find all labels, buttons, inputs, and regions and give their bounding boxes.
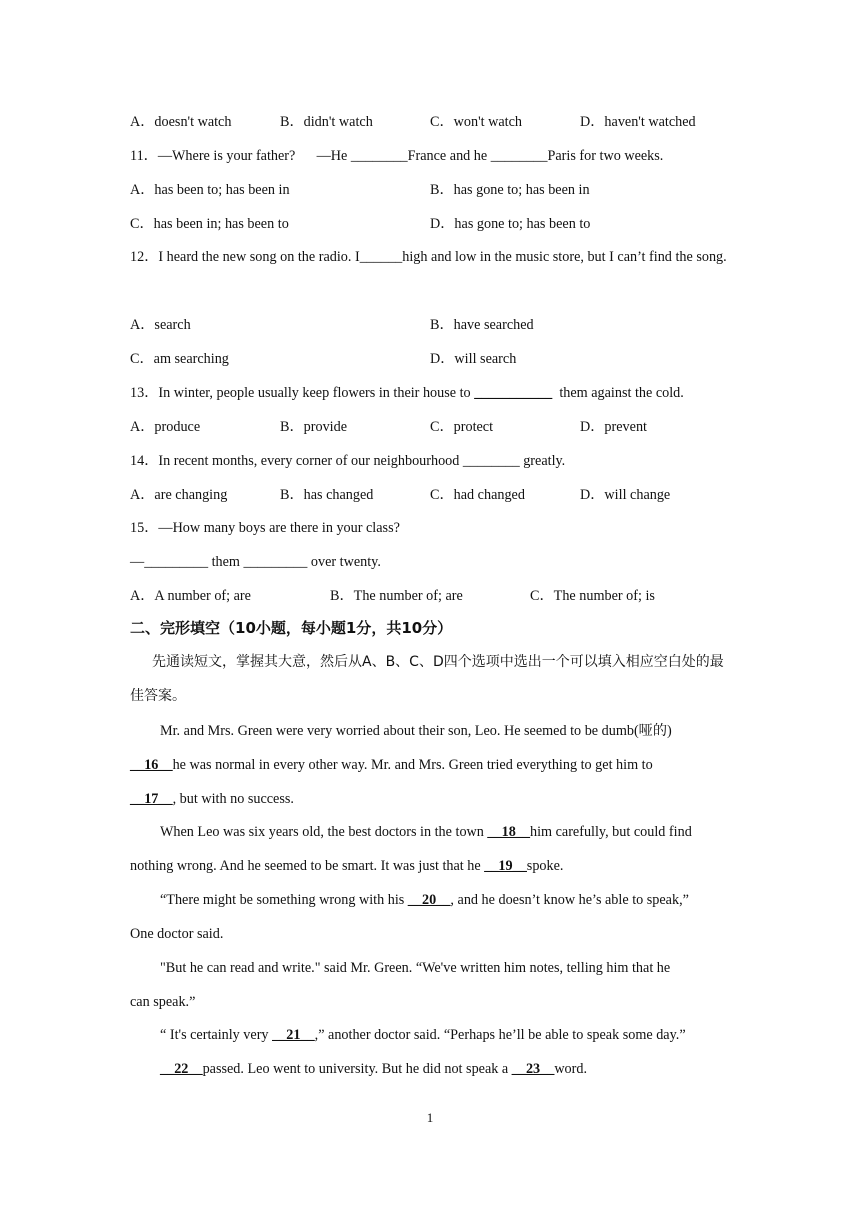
q13-option-b: B．provide	[280, 419, 347, 435]
q10-option-b: B．didn't watch	[280, 114, 373, 130]
blank-22: __22__	[160, 1061, 203, 1077]
q13-option-d: D．prevent	[580, 419, 647, 435]
q13-stem-after: them against the cold.	[552, 385, 684, 401]
passage-text: , and he doesn’t know he’s able to speak,”	[450, 892, 689, 908]
cloze-instructions: 先通读短文，掌握其大意，然后从A、B、C、D四个选项中选出一个可以填入相应空白处的最佳答案。	[130, 654, 724, 704]
q13-stem-before: 13．In winter, people usually keep flowers in their house to	[130, 385, 475, 401]
passage-text: word.	[554, 1061, 588, 1077]
blank-20: __20__	[407, 892, 451, 908]
passage-text: spoke.	[526, 858, 564, 874]
passage-text: “ It's certainly very	[160, 1027, 273, 1043]
passage-p1-line2	[130, 756, 653, 774]
q15-option-b: B．The number of; are	[330, 588, 463, 604]
q14-option-a: A．are changing	[130, 487, 228, 503]
q10-option-c: C．won't watch	[430, 114, 523, 130]
passage-p5-line1	[160, 1026, 686, 1044]
page-number: 1	[426, 1110, 434, 1125]
q10-option-d: D．haven't watched	[580, 114, 696, 130]
q14-option-c: C．had changed	[430, 487, 525, 503]
passage-p3-line2: One doctor said.	[130, 926, 224, 942]
q11-stem: 11．—Where is your father? —He ________France and he ________Paris for two weeks.	[130, 148, 664, 164]
q15-option-a: A．A number of; are	[130, 588, 251, 604]
blank-18: __18__	[487, 824, 530, 840]
passage-text: passed. Leo went to university. But he did not speak a	[202, 1061, 512, 1077]
passage-p2-line2	[130, 857, 563, 875]
passage-text: , but with no success.	[172, 791, 294, 807]
q14-stem: 14．In recent months, every corner of our neighbourhood ________ greatly.	[130, 453, 566, 469]
blank-19: __19__	[484, 858, 527, 874]
blank-21: __21__	[272, 1027, 315, 1043]
passage-p3-line1	[160, 891, 689, 909]
passage-text: When Leo was six years old, the best doctors in the town	[160, 824, 488, 840]
q15-option-c: C．The number of; is	[530, 588, 655, 604]
q10-option-a: A．doesn't watch	[130, 114, 232, 130]
q13-option-c: C．protect	[430, 419, 494, 435]
passage-text: nothing wrong. And he seemed to be smart. It was just that he	[130, 858, 485, 874]
blank-17: __17__	[130, 791, 173, 807]
q14-option-b: B．has changed	[280, 487, 374, 503]
passage-p1-line1: Mr. and Mrs. Green were very worried about their son, Leo. He seemed to be dumb(哑的)	[160, 723, 672, 739]
q12-option-b: B．have searched	[430, 317, 534, 333]
q11-option-b: B．has gone to; has been in	[430, 182, 590, 198]
q12-stem: 12．I heard the new song on the radio. I______high and low in the music store, but I can’t find the song.	[130, 249, 727, 265]
passage-p1-line3	[130, 790, 294, 808]
passage-p4-line2: can speak.”	[130, 994, 196, 1010]
q12-option-a: A．search	[130, 317, 191, 333]
blank-23: __23__	[511, 1061, 555, 1077]
q13-blank: ___________	[474, 385, 553, 401]
passage-p4-line1: "But he can read and write." said Mr. Green. “We've written him notes, telling him that he	[160, 960, 671, 976]
q15-stem: 15．—How many boys are there in your class?	[130, 520, 400, 536]
passage-text: ,” another doctor said. “Perhaps he’ll be able to speak some day.”	[314, 1027, 686, 1043]
q13-stem	[130, 384, 684, 402]
q15-stem-answer: —_________ them _________ over twenty.	[130, 554, 381, 570]
q13-option-a: A．produce	[130, 419, 201, 435]
blank-16: __16__	[130, 757, 173, 773]
q12-option-d: D．will search	[430, 351, 517, 367]
passage-text: “There might be something wrong with his	[160, 892, 408, 908]
passage-text: he was normal in every other way. Mr. and Mrs. Green tried everything to get him to	[172, 757, 653, 773]
q14-option-d: D．will change	[580, 487, 671, 503]
passage-text: him carefully, but could find	[529, 824, 692, 840]
q11-option-c: C．has been in; has been to	[130, 216, 289, 232]
passage-p2-line1	[160, 823, 692, 841]
q11-option-a: A．has been to; has been in	[130, 182, 290, 198]
passage-p6-line1	[160, 1060, 587, 1078]
q12-option-c: C．am searching	[130, 351, 229, 367]
section-heading-cloze: 二、完形填空（10小题，每小题1分，共10分）	[130, 619, 453, 637]
q11-option-d: D．has gone to; has been to	[430, 216, 591, 232]
